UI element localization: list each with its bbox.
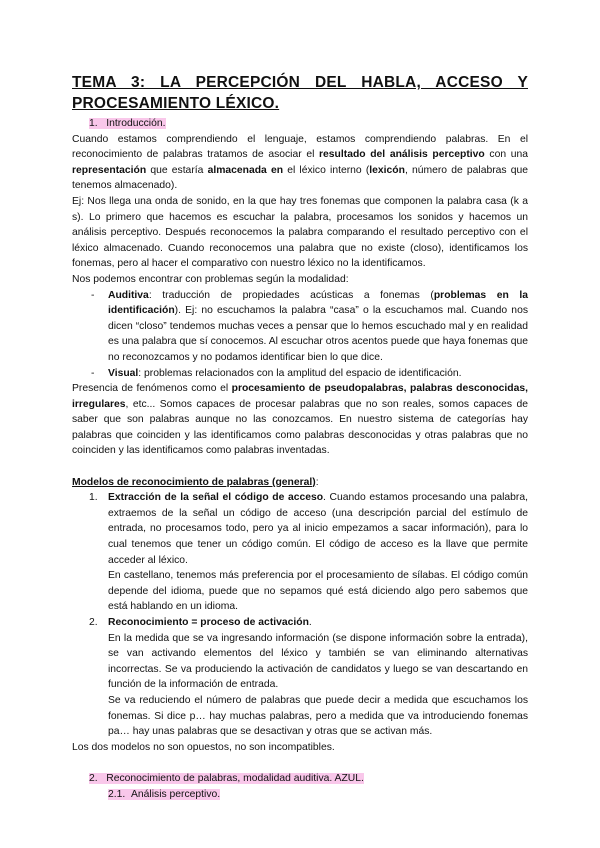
models-list (72, 490, 528, 740)
document-page (72, 72, 528, 802)
section-2-number: 2. (89, 772, 98, 784)
title-line-2: PROCESAMIENTO LÉXICO. (72, 95, 280, 112)
section-1-heading (72, 116, 528, 132)
intro-paragraph: Cuando estamos comprendiendo el lenguaje, estamos comprendiendo palabras. En el reconocimiento de palabras tratamos de asociar el resultado del análisis perceptivo con una representación que estaría almacenada en el léxico interno (lexicón, número de palabras que tenemos almacenado). (72, 133, 528, 192)
list-item: - Auditiva: traducción de propiedades acústicas a fonemas (problemas en la identificación). Ej: no escuchamos la palabra “casa” o la escuchamos mal. Cuando nos dicen “closo” tendemos muchas veces a pensar que lo hemos escuchado mal y en realidad es una palabra que sí conocemos. Al escuchar otros acentos puede que haya fonemas que no reconozcamos y no podamos identificar bien lo que dice. (91, 289, 528, 363)
section-2-1-label: Análisis perceptivo. (131, 788, 221, 800)
title-line-1: TEMA 3: LA PERCEPCIÓN DEL HABLA, ACCESO Y (72, 74, 528, 91)
list-item: 1. Extracción de la señal el código de acceso. Cuando estamos procesando una palabra, extraemos de la señal un código de acceso (una descripción parcial del estímulo de entrada, no procesamos todo, pero ya al inicio empezamos a sacar información), para lo cual tenemos que tener un código común. El código de acceso es la llave que permite acceder al léxico. En castellano, tenemos más preferencia por el procesamiento de sílabas. El código común depende del idioma, puede que no sepamos qué está diciendo algo pero sabemos que está hablando en un idioma. (89, 492, 528, 613)
section-2-label: Reconocimiento de palabras, modalidad auditiva. AZUL. (106, 772, 364, 784)
section-2-1-number: 2.1. (108, 788, 126, 800)
section-2-1-heading (72, 787, 528, 803)
example-paragraph: Ej: Nos llega una onda de sonido, en la que hay tres fonemas que componen la palabra casa (k a s). Lo primero que hacemos es escuchar la palabra, procesamos los sonidos y hacemos un análisis perceptivo. Después reconocemos la palabra comparando el resultado perceptivo con el léxico almacenado. Cuando reconocemos una palabra que no existe (closo), identificamos los fonemas, pero al hacer el comparativo con nuestro léxico no la identificamos. (72, 195, 528, 270)
page-title (72, 72, 528, 114)
models-closing: Los dos modelos no son opuestos, no son incompatibles. (72, 741, 335, 753)
pseudowords-paragraph: Presencia de fenómenos como el procesamiento de pseudopalabras, palabras desconocidas, irregulares, etc... Somos capaces de procesar palabras que no son reales, somos capaces de saber que son palabras aunque no las conozcamos. En nuestro sistema de categorías hay palabras que coinciden y las identificamos como palabras desconocidas y otras palabras que no coinciden y las identificamos como palabras inventadas. (72, 383, 528, 457)
section-1-label: Introducción. (106, 118, 166, 129)
models-heading: Modelos de reconocimiento de palabras (general): (72, 476, 319, 488)
modality-intro: Nos podemos encontrar con problemas según la modalidad: (72, 273, 349, 285)
modality-list (72, 288, 528, 382)
section-2-heading (72, 771, 528, 787)
list-item: - Visual: problemas relacionados con la amplitud del espacio de identificación. (91, 367, 462, 379)
section-1-number: 1. (89, 118, 98, 129)
list-item: 2. Reconocimiento = proceso de activación. En la medida que se va ingresando información (se dispone información sobre la entrada), se van activando elementos del léxico y también se van eliminando alternativas incorrectas. Se va produciendo la activación de candidatos y luego se van descartando en función de la información de entrada. Se va reduciendo el número de palabras que puede decir a medida que escuchamos los fonemas. Si dice p… hay muchas palabras, pero a medida que va introduciendo fonemas pa… hay unas palabras que se desactivan y otras que se activan más. (89, 617, 528, 738)
